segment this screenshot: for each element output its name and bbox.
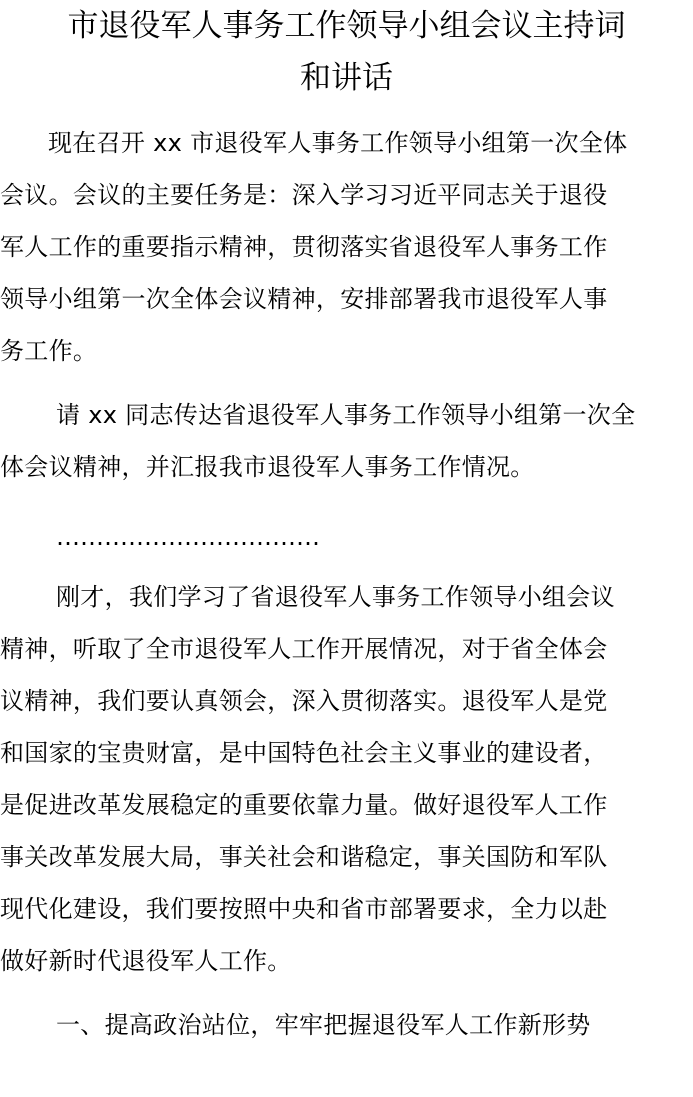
document-title-line-1: 市退役军人事务工作领导小组会议主持词 [67,8,626,44]
paragraph-1-line-3: 军人工作的重要指示精神，贯彻落实省退役军人事务工作 [0,233,608,261]
paragraph-1-line-4: 领导小组第一次全体会议精神，安排部署我市退役军人事 [0,285,608,313]
paragraph-3-line-8: 做好新时代退役军人工作。 [0,947,292,975]
paragraph-1-line-2: 会议。会议的主要任务是：深入学习习近平同志关于退役 [0,181,608,209]
ellipsis-separator: …………………………… [56,523,320,551]
paragraph-2-line-1: 请 xx 同志传达省退役军人事务工作领导小组第一次全 [56,401,636,429]
paragraph-3-line-7: 现代化建设，我们要按照中央和省市部署要求，全力以赴 [0,895,608,923]
paragraph-3-line-1: 刚才，我们学习了省退役军人事务工作领导小组会议 [56,583,615,611]
paragraph-1-line-1: 现在召开 xx 市退役军人事务工作领导小组第一次全体 [48,129,628,157]
paragraph-3-line-4: 和国家的宝贵财富，是中国特色社会主义事业的建设者， [0,739,608,767]
document-title-line-2: 和讲话 [300,60,393,96]
paragraph-3-line-2: 精神，听取了全市退役军人工作开展情况，对于省全体会 [0,635,608,663]
paragraph-3-line-6: 事关改革发展大局，事关社会和谐稳定，事关国防和军队 [0,843,608,871]
section-heading-1: 一、提高政治站位，牢牢把握退役军人工作新形势 [56,1011,591,1039]
paragraph-3-line-3: 议精神，我们要认真领会，深入贯彻落实。退役军人是党 [0,687,608,715]
paragraph-2-line-2: 体会议精神，并汇报我市退役军人事务工作情况。 [0,453,535,481]
paragraph-3-line-5: 是促进改革发展稳定的重要依靠力量。做好退役军人工作 [0,791,608,819]
paragraph-1-line-5: 务工作。 [0,337,98,365]
